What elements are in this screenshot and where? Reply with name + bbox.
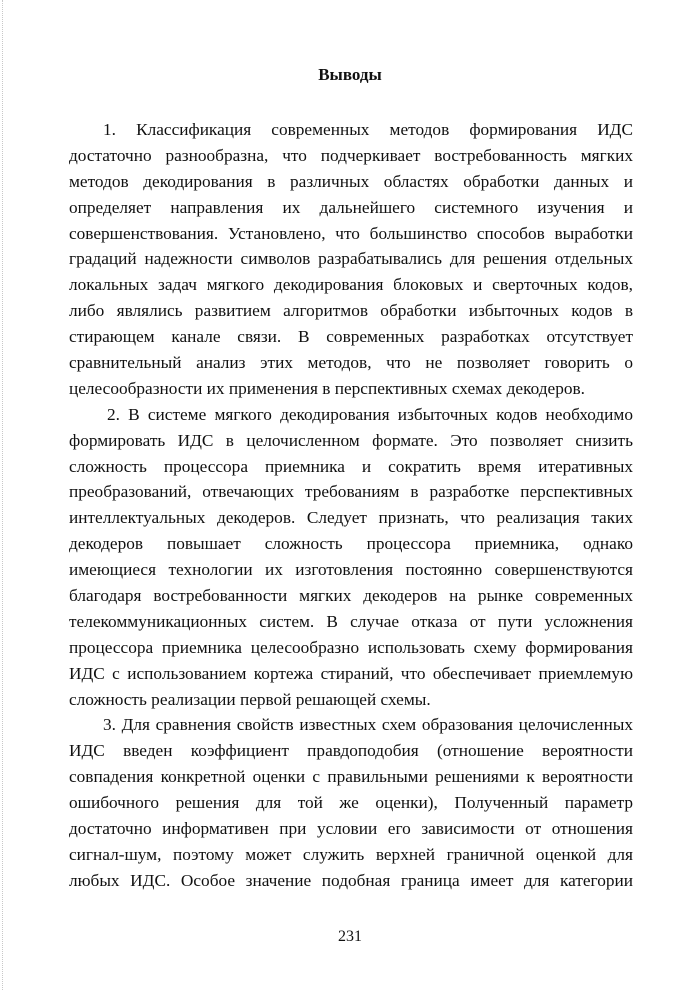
text-line: сложность процессора приемника и сократить время итеративных	[69, 456, 633, 476]
text-line: определяет направления их дальнейшего системного изучения и	[69, 197, 633, 217]
text-line: градаций надежности символов разрабатывались для решения отдельных	[69, 249, 633, 269]
text-line: формировать ИДС в целочисленном формате. Это позволяет снизить	[69, 430, 633, 450]
text-line: 2. В системе мягкого декодирования избыточных кодов необходимо	[107, 404, 633, 424]
text-line: телекоммуникационных систем. В случае отказа от пути усложнения	[69, 611, 633, 631]
page-number: 231	[338, 928, 362, 945]
text-line: совпадения конкретной оценки с правильными решениями к вероятности	[69, 767, 633, 787]
text-line: 1. Классификация современных методов формирования ИДС	[103, 120, 633, 139]
text-line: сравнительный анализ этих методов, что не позволяет говорить о	[69, 353, 633, 373]
text-line: совершенствования. Установлено, что большинство способов выработки	[69, 223, 633, 243]
text-line: достаточно информативен при условии его зависимости от отношения	[69, 819, 633, 839]
text-line: локальных задач мягкого декодирования блоковых и сверточных кодов,	[69, 275, 633, 295]
text-line: декодеров повышает сложность процессора приемника, однако	[69, 534, 633, 554]
body-text	[69, 117, 633, 894]
text-line: 3. Для сравнения свойств известных схем образования целочисленных	[103, 715, 633, 735]
text-line: сложность реализации первой решающей схемы.	[69, 689, 431, 709]
text-line: благодаря востребованности мягких декодеров на рынке современных	[69, 586, 633, 606]
text-line: методов декодирования в различных областях обработки данных и	[69, 171, 633, 191]
text-line: ИДС с использованием кортежа стираний, что обеспечивает приемлемую	[69, 663, 633, 683]
text-line: любых ИДС. Особое значение подобная граница имеет для категории	[69, 870, 633, 890]
text-line: ошибочного решения для той же оценки), Полученный параметр	[69, 793, 633, 813]
text-line: процессора приемника целесообразно использовать схему формирования	[69, 637, 633, 657]
text-line: достаточно разнообразна, что подчеркивает востребованность мягких	[69, 145, 633, 165]
text-line: сигнал-шум, поэтому может служить верхней граничной оценкой для	[69, 844, 633, 864]
text-line: интеллектуальных декодеров. Следует признать, что реализация таких	[69, 508, 633, 528]
text-line: ИДС введен коэффициент правдоподобия (отношение вероятности	[69, 741, 633, 761]
text-line: стирающем канале связи. В современных разработках отсутствует	[69, 327, 633, 347]
text-line: целесообразности их применения в перспективных схемах декодеров.	[69, 378, 585, 398]
page-edge-divider	[2, 0, 3, 990]
text-line: имеющиеся технологии их изготовления постоянно совершенствуются	[69, 560, 633, 580]
text-line: либо являлись развитием алгоритмов обработки избыточных кодов в	[69, 301, 633, 321]
text-line: преобразований, отвечающих требованиям в разработке перспективных	[69, 482, 633, 502]
page-title: Выводы	[318, 65, 382, 84]
